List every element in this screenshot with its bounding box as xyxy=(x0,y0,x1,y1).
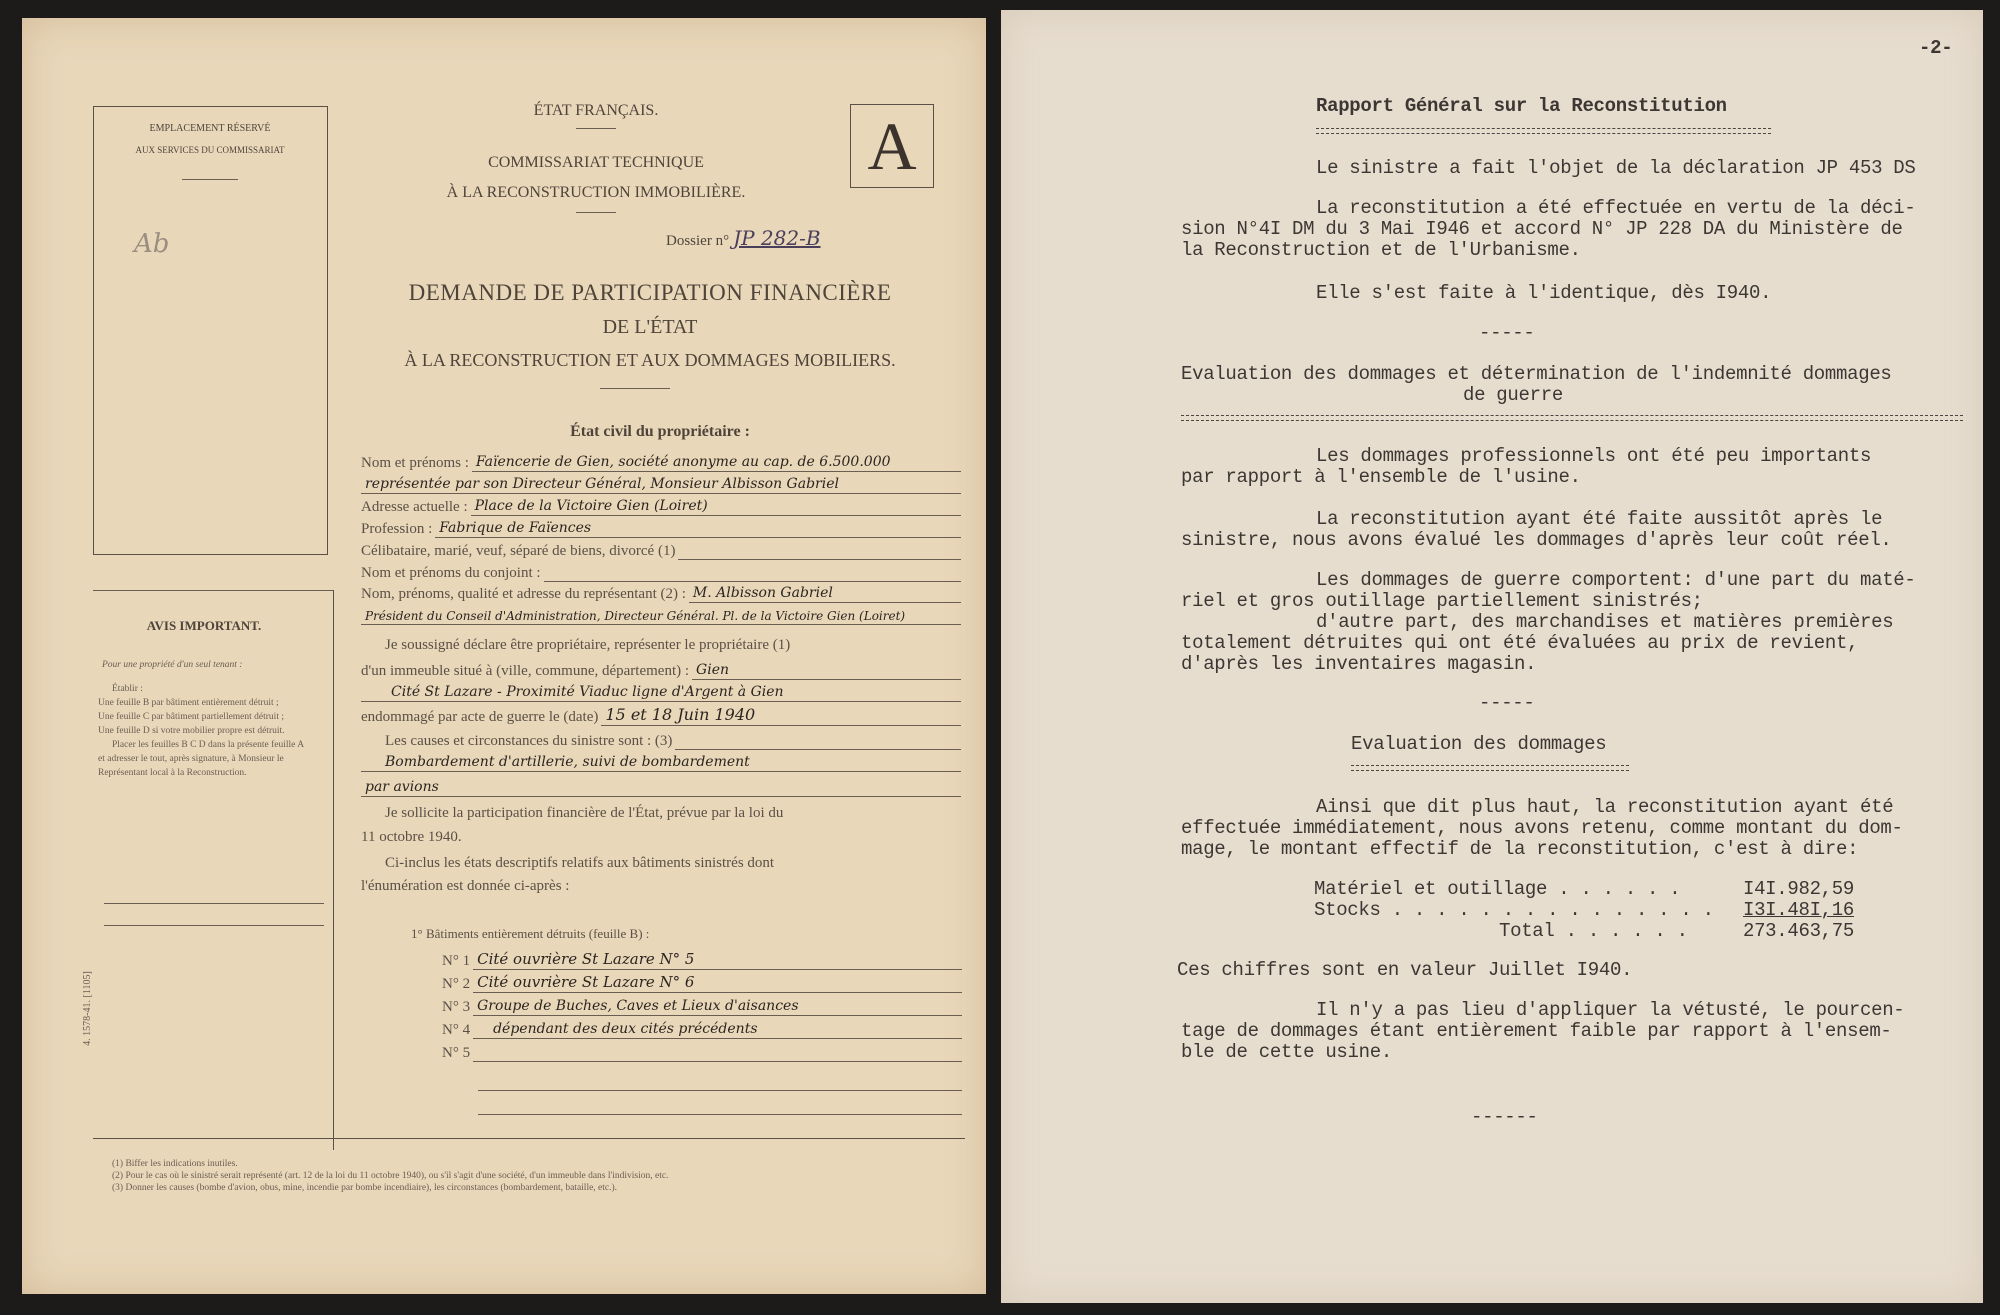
form-title-2: DE L'ÉTAT xyxy=(602,316,698,338)
field-nom xyxy=(361,450,961,472)
section-etat-civil: État civil du propriétaire : xyxy=(570,423,750,440)
field-representant xyxy=(361,581,961,603)
footnote: (1) Biffer les indications inutiles. xyxy=(112,1159,238,1169)
paragraph-line: mage, le montant effectif de la reconstitution, c'est à dire: xyxy=(1181,838,1859,860)
footer-rule xyxy=(93,1138,965,1139)
commissariat-line-1: COMMISSARIAT TECHNIQUE xyxy=(488,154,704,171)
paragraph-line: ble de cette usine. xyxy=(1181,1041,1392,1063)
field-label: Les causes et circonstances du sinistre sont : (3) xyxy=(385,733,673,749)
footnote: (2) Pour le cas où le sinistré serait représenté (art. 12 de la loi du 11 octobre 1940), ou s'il s'agit d'une société, d'un immeuble dans l'indivision, etc. xyxy=(112,1171,669,1181)
text: Je soussigné déclare être propriétaire, représenter le propriétaire (1) xyxy=(385,637,791,653)
field-label: Profession : xyxy=(361,521,433,537)
batiment-row xyxy=(442,971,962,993)
field-value: Faïencerie de Gien, société anonyme au cap. de 6.500.000 xyxy=(475,454,891,470)
avis-subtitle: Pour une propriété d'un seul tenant : xyxy=(102,660,243,670)
field-value: représentée par son Directeur Général, Monsieur Albisson Gabriel xyxy=(365,476,839,492)
field-value: dépendant des deux cités précédents xyxy=(493,1021,758,1037)
report-title: Rapport Général sur la Reconstitution xyxy=(1316,95,1727,117)
paragraph-line: Ainsi que dit plus haut, la reconstitution ayant été xyxy=(1316,796,1894,818)
divider xyxy=(576,128,616,129)
amount-row-total xyxy=(1314,921,1854,941)
paragraph-line: Les dommages professionnels ont été peu importants xyxy=(1316,445,1872,467)
paragraph-line: La reconstitution a été effectuée en vertu de la déci- xyxy=(1316,197,1916,219)
dossier-label: Dossier n° xyxy=(666,233,730,249)
reserved-box xyxy=(93,106,328,555)
avis-item: Une feuille C par bâtiment partiellement détruit ; xyxy=(98,712,284,722)
field-label: Nom, prénoms, qualité et adresse du représentant (2) : xyxy=(361,586,686,602)
amount-row xyxy=(1314,879,1854,899)
ci-inclus-line-2 xyxy=(361,873,961,895)
divider xyxy=(182,179,238,180)
declaration-line-1 xyxy=(361,632,961,654)
section-title: Evaluation des dommages xyxy=(1351,733,1607,755)
field-causes-cont xyxy=(361,750,961,772)
amount-label: Stocks . . . . . . . . . . . . . . . xyxy=(1314,899,1714,921)
avis-body xyxy=(98,658,310,780)
text: 1° Bâtiments entièrement détruits (feuille B) : xyxy=(411,926,650,941)
paragraph-line: Les dommages de guerre comportent: d'une part du maté- xyxy=(1316,569,1916,591)
field-causes-cont-2 xyxy=(361,775,961,797)
form-letter: A xyxy=(867,108,917,184)
field-value: Place de la Victoire Gien (Loiret) xyxy=(474,498,708,514)
blank-line xyxy=(478,1090,962,1091)
batiment-row xyxy=(442,948,962,970)
field-ville xyxy=(361,658,961,680)
avis-instructions: Placer les feuilles B C D dans la présente feuille A et adresser le tout, après signature, à Monsieur le Représentant local à la Reconstruction. xyxy=(98,740,304,778)
paragraph-line: effectuée immédiatement, nous avons retenu, comme montant du dom- xyxy=(1181,817,1903,839)
field-label: Célibataire, marié, veuf, séparé de biens, divorcé (1) xyxy=(361,543,676,559)
field-label: N° 2 xyxy=(442,976,471,992)
paragraph-line: riel et gros outillage partiellement sinistrés; xyxy=(1181,590,1703,612)
field-value: 15 et 18 Juin 1940 xyxy=(605,705,756,724)
text: 11 octobre 1940. xyxy=(361,829,462,845)
field-label: N° 3 xyxy=(442,999,471,1015)
field-label: N° 5 xyxy=(442,1045,471,1061)
amount-row xyxy=(1314,900,1854,920)
page-number: -2- xyxy=(1919,37,1953,59)
field-conjoint xyxy=(361,560,961,582)
field-value: Cité ouvrière St Lazare N° 6 xyxy=(477,973,695,991)
paragraph: Ces chiffres sont en valeur Juillet I940. xyxy=(1177,959,1633,981)
paragraph-line: la Reconstruction et de l'Urbanisme. xyxy=(1181,239,1581,261)
text: Ci-inclus les états descriptifs relatifs aux bâtiments sinistrés dont xyxy=(385,855,775,871)
batiment-row xyxy=(442,1040,962,1062)
field-label: N° 1 xyxy=(442,953,471,969)
sollicite-line-2 xyxy=(361,824,961,846)
amount-value: I4I.982,59 xyxy=(1742,878,1854,900)
reserved-line-2: AUX SERVICES DU COMMISSARIAT xyxy=(135,145,285,155)
paragraph-line: La reconstitution ayant été faite aussitôt après le xyxy=(1316,508,1883,530)
paragraph-line: sion N°4I DM du 3 Mai I946 et accord N° JP 228 DA du Ministère de xyxy=(1181,218,1903,240)
sollicite-line-1 xyxy=(361,800,961,822)
paragraph-line: tage de dommages étant entièrement faible par rapport à l'ensem- xyxy=(1181,1020,1892,1042)
column-rule xyxy=(333,590,334,1150)
amount-total: 273.463,75 xyxy=(1742,920,1854,942)
form-title-1: DEMANDE DE PARTICIPATION FINANCIÈRE xyxy=(408,280,892,305)
field-value: Groupe de Buches, Caves et Lieux d'aisances xyxy=(477,998,799,1014)
paragraph-line: sinistre, nous avons évalué les dommages d'après leur coût réel. xyxy=(1181,529,1892,551)
field-value: Président du Conseil d'Administration, Directeur Général. Pl. de la Victoire Gien (Loiret) xyxy=(365,609,906,623)
amount-label: Matériel et outillage . . . . . . xyxy=(1314,878,1681,900)
text: l'énumération est donnée ci-après : xyxy=(361,878,570,894)
batiment-row xyxy=(442,994,962,1016)
paragraph-line: d'autre part, des marchandises et matières premières xyxy=(1316,611,1894,633)
divider xyxy=(600,388,670,389)
paragraph-line: d'après les inventaires magasin. xyxy=(1181,653,1537,675)
field-label: N° 4 xyxy=(442,1022,471,1038)
section-underline xyxy=(1181,415,1963,421)
paragraph-line: Il n'y a pas lieu d'appliquer la vétusté, le pourcen- xyxy=(1316,999,1905,1021)
field-nom-cont xyxy=(361,472,961,494)
field-ville-cont xyxy=(361,680,961,702)
end-separator: ------ xyxy=(1471,1106,1538,1128)
field-label: Adresse actuelle : xyxy=(361,499,468,515)
report-page xyxy=(1001,10,1983,1303)
title-underline xyxy=(1316,128,1771,134)
initials: Ab xyxy=(134,229,170,259)
section-title: de guerre xyxy=(1463,384,1563,406)
divider xyxy=(93,590,333,591)
field-date xyxy=(361,704,961,726)
avis-item: Une feuille D si votre mobilier propre est détruit. xyxy=(98,726,285,736)
blank-line xyxy=(478,1114,962,1115)
batiment-row xyxy=(442,1017,962,1039)
form-a-page xyxy=(22,18,986,1294)
dossier-value: JP 282-B xyxy=(733,226,821,250)
divider xyxy=(104,925,324,926)
amount-value: I3I.48I,16 xyxy=(1742,899,1854,921)
field-value: M. Albisson Gabriel xyxy=(692,585,833,601)
form-letter-box xyxy=(850,104,934,188)
field-value: Fabrique de Faïences xyxy=(439,520,592,536)
field-representant-cont xyxy=(361,603,961,625)
field-value: Bombardement d'artillerie, suivi de bombardement xyxy=(385,754,750,770)
paragraph-line: par rapport à l'ensemble de l'usine. xyxy=(1181,466,1581,488)
field-value: Gien xyxy=(696,662,729,678)
field-label: d'un immeuble situé à (ville, commune, département) : xyxy=(361,663,690,679)
field-label: Nom et prénoms du conjoint : xyxy=(361,565,541,581)
section-underline xyxy=(1351,765,1629,771)
paragraph-line: totalement détruites qui ont été évaluées au prix de revient, xyxy=(1181,632,1859,654)
avis-item: Une feuille B par bâtiment entièrement détruit ; xyxy=(98,698,279,708)
dossier-number xyxy=(666,226,821,250)
divider xyxy=(576,212,616,213)
field-profession xyxy=(361,516,961,538)
avis-title: AVIS IMPORTANT. xyxy=(146,618,262,633)
separator: ----- xyxy=(1479,322,1535,344)
field-adresse xyxy=(361,494,961,516)
field-value: Cité ouvrière St Lazare N° 5 xyxy=(477,950,695,968)
field-label: Nom et prénoms : xyxy=(361,455,469,471)
commissariat-line-2: À LA RECONSTRUCTION IMMOBILIÈRE. xyxy=(446,184,746,201)
divider xyxy=(104,903,324,904)
field-label: endommagé par acte de guerre le (date) xyxy=(361,709,599,725)
footnotes xyxy=(112,1158,972,1194)
separator: ----- xyxy=(1479,692,1535,714)
field-causes xyxy=(361,728,961,750)
side-code: 4. 1578-41. [1105] xyxy=(81,971,93,1046)
field-value: Cité St Lazare - Proximité Viaduc ligne d'Argent à Gien xyxy=(391,684,784,700)
state-heading: ÉTAT FRANÇAIS. xyxy=(533,102,659,119)
paragraph: Elle s'est faite à l'identique, dès I940. xyxy=(1316,282,1772,304)
field-value: par avions xyxy=(365,779,439,795)
avis-etablir: Établir : xyxy=(112,684,143,694)
paragraph: Le sinistre a fait l'objet de la déclaration JP 453 DS xyxy=(1316,157,1916,179)
ci-inclus-line-1 xyxy=(361,850,961,872)
footnote: (3) Donner les causes (bombe d'avion, obus, mine, incendie par bombe incendiaire), les circonstances (bombardement, bataille, etc.). xyxy=(112,1183,618,1193)
reserved-line-1: EMPLACEMENT RÉSERVÉ xyxy=(149,123,271,134)
batiments-heading xyxy=(361,920,961,942)
form-title-3: À LA RECONSTRUCTION ET AUX DOMMAGES MOBILIERS. xyxy=(404,350,896,370)
amount-label: Total . . . . . . xyxy=(1499,920,1688,942)
text: Je sollicite la participation financière de l'État, prévue par la loi du xyxy=(385,805,784,821)
section-title: Evaluation des dommages et détermination de l'indemnité dommages xyxy=(1181,363,1892,385)
field-etat xyxy=(361,538,961,560)
